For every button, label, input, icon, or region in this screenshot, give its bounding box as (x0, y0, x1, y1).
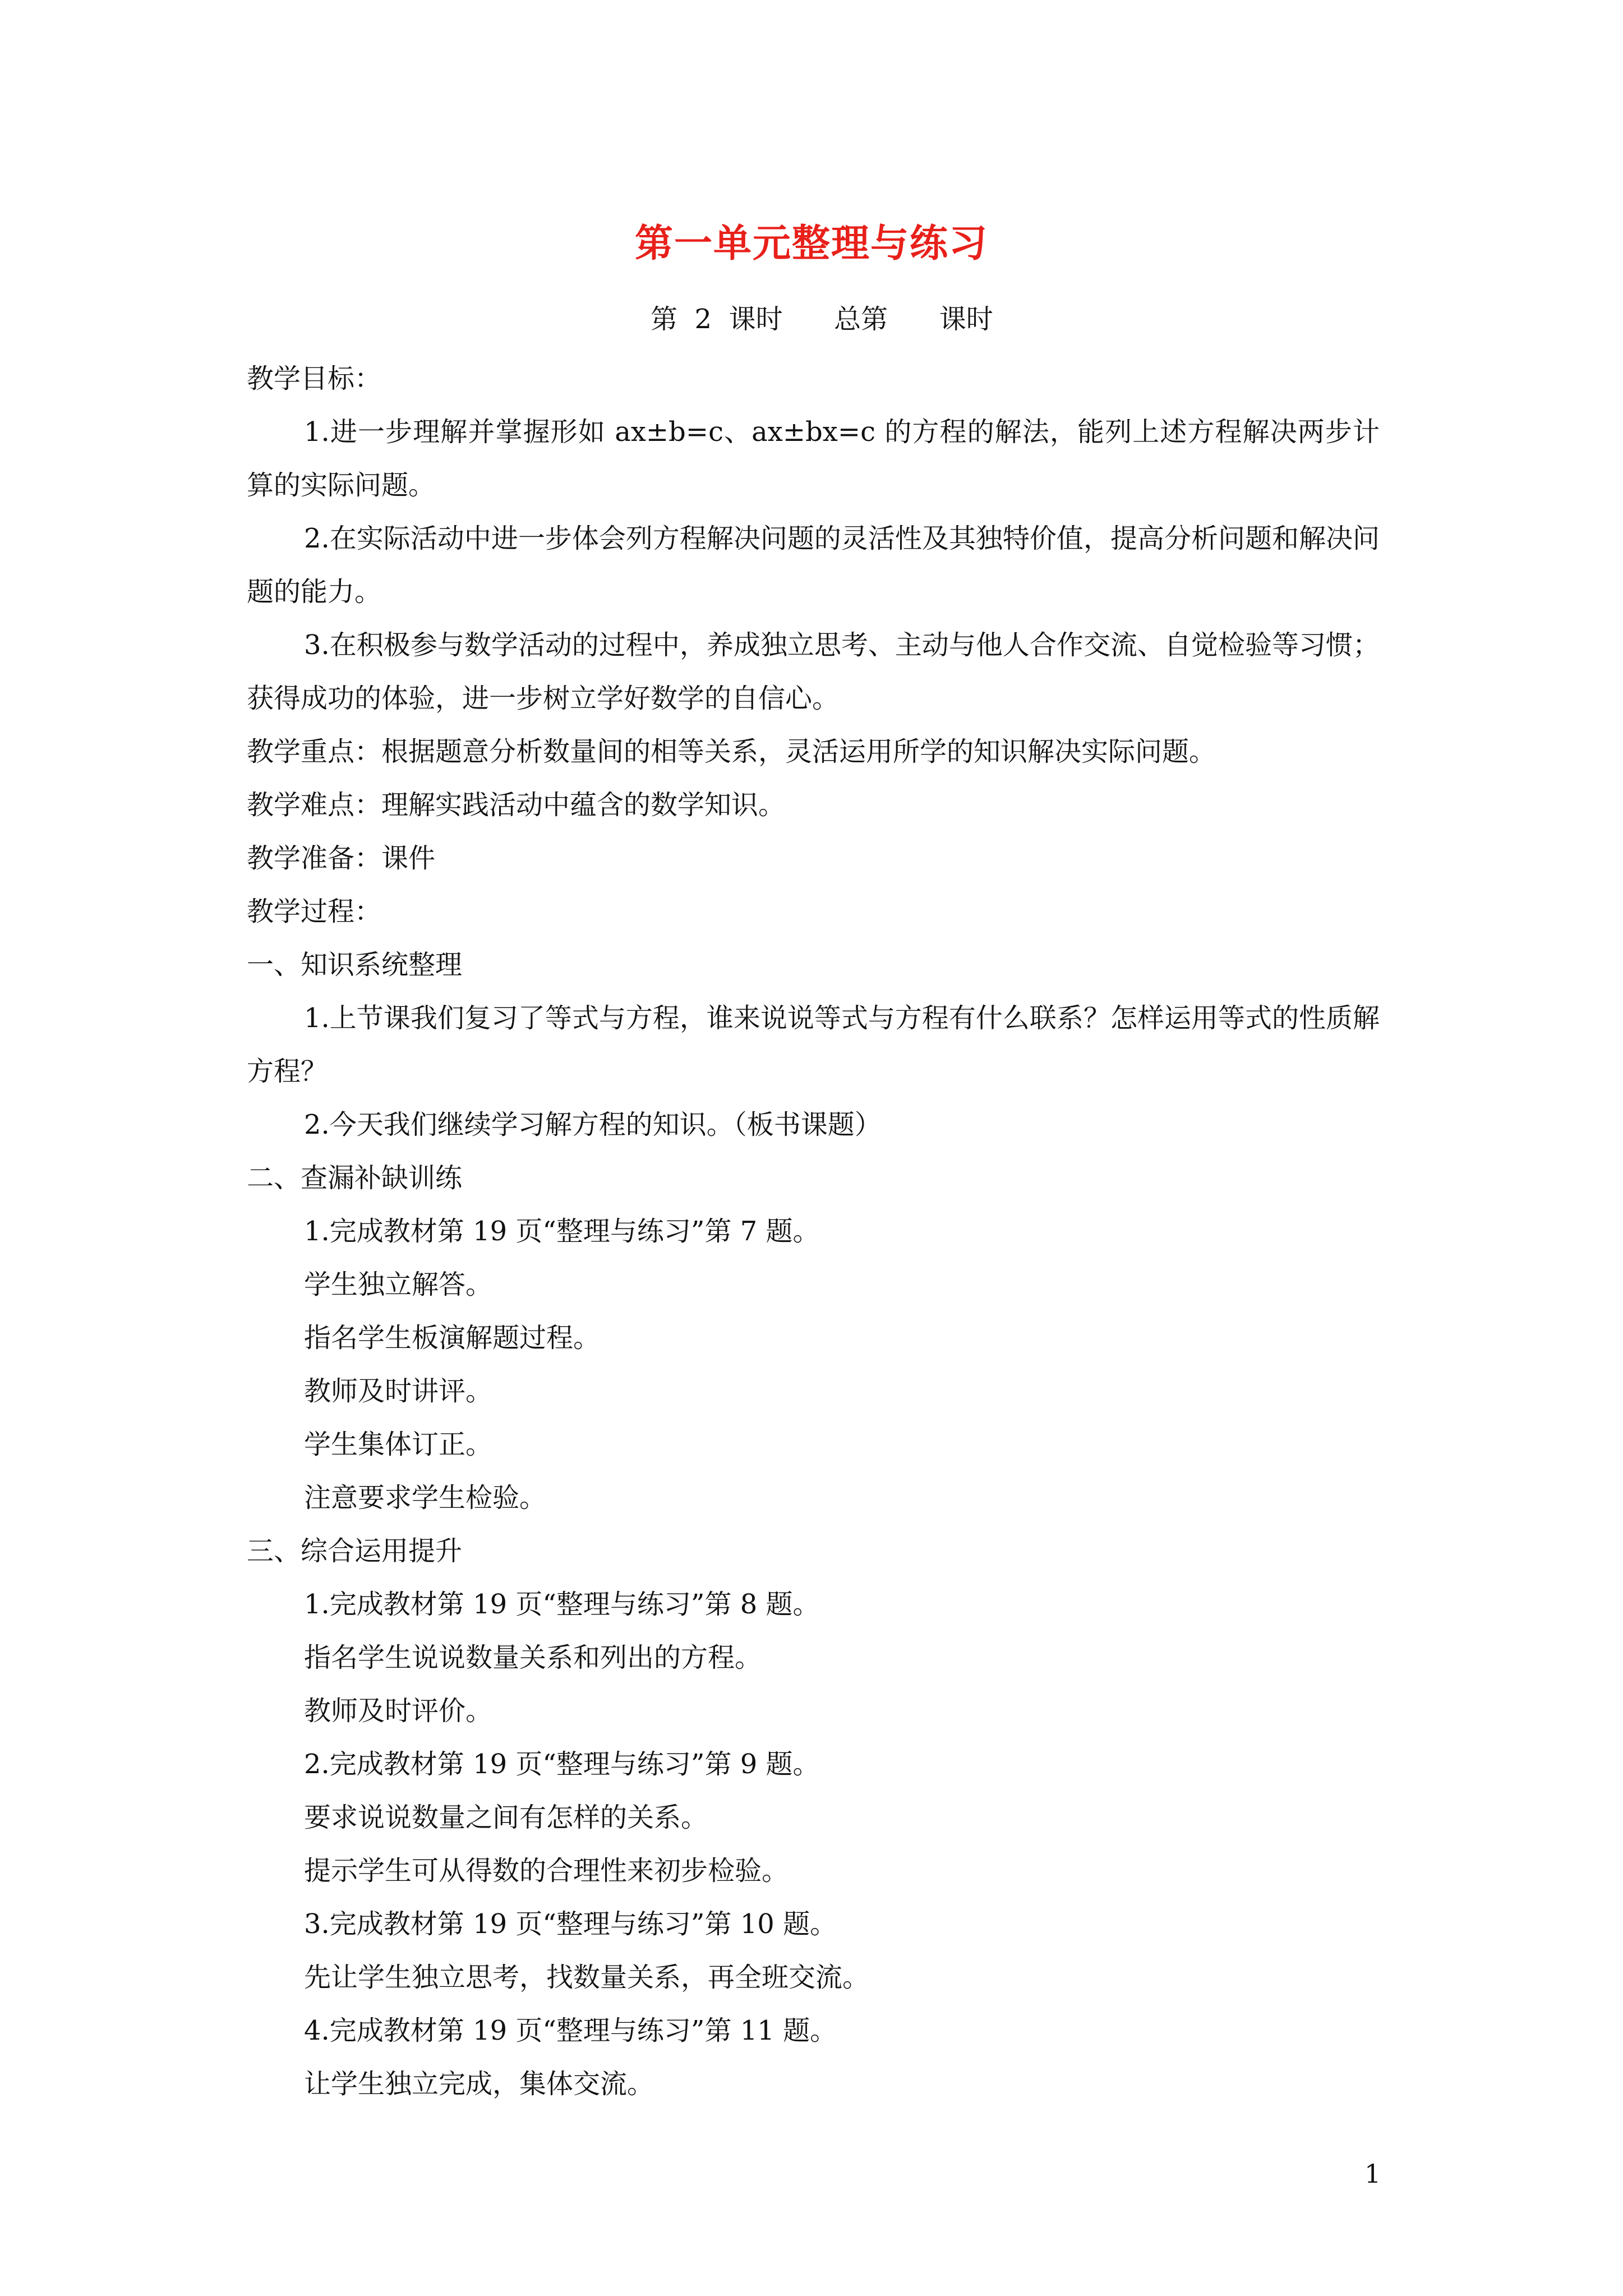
key-point: 教学重点：根据题意分析数量间的相等关系，灵活运用所学的知识解决实际问题。 (247, 736, 1216, 767)
objective-item: 2.在实际活动中进一步体会列方程解决问题的灵活性及其独特价值，提高分析问题和解决问题的能力。 (247, 523, 1380, 608)
section-line: 提示学生可从得数的合理性来初步检验。 (304, 1855, 789, 1887)
lesson-label-1: 第 (651, 303, 678, 335)
section-item: 1.上节课我们复习了等式与方程，谁来说说等式与方程有什么联系？怎样运用等式的性质解方程？ (247, 1002, 1380, 1087)
process-heading: 教学过程： (247, 896, 382, 927)
section-line: 教师及时讲评。 (304, 1375, 493, 1407)
section-line: 2.完成教材第 19 页“整理与练习”第 9 题。 (304, 1749, 820, 1780)
section-heading: 二、查漏补缺训练 (247, 1162, 463, 1194)
objective-item: 3.在积极参与数学活动的过程中，养成独立思考、主动与他人合作交流、自觉检验等习惯；获得成功的体验，进一步树立学好数学的自信心。 (247, 629, 1380, 714)
lesson-label-2: 课时 (728, 303, 783, 335)
section-line: 1.完成教材第 19 页“整理与练习”第 7 题。 (304, 1216, 820, 1247)
section-line: 3.完成教材第 19 页“整理与练习”第 10 题。 (304, 1908, 837, 1940)
objective-item: 1.进一步理解并掌握形如 ax±b=c、ax±bx=c 的方程的解法，能列上述方程解决两步计算的实际问题。 (247, 416, 1380, 501)
section-line: 指名学生板演解题过程。 (304, 1322, 601, 1354)
section-item: 2.今天我们继续学习解方程的知识。（板书课题） (304, 1109, 882, 1140)
lesson-label-3: 总第 (834, 303, 888, 335)
document-body (247, 352, 1380, 2111)
section-line: 学生集体订正。 (304, 1429, 493, 1460)
section-line: 注意要求学生检验。 (304, 1482, 547, 1513)
section-line: 要求说说数量之间有怎样的关系。 (304, 1802, 708, 1833)
preparation: 教学准备：课件 (247, 843, 436, 874)
section-line: 指名学生说说数量关系和列出的方程。 (304, 1642, 762, 1673)
page-number: 1 (1364, 2159, 1381, 2189)
section-line: 让学生独立完成，集体交流。 (304, 2068, 654, 2100)
section-line: 1.完成教材第 19 页“整理与练习”第 8 题。 (304, 1589, 820, 1620)
section-line: 4.完成教材第 19 页“整理与练习”第 11 题。 (304, 2015, 837, 2046)
page-title: 第一单元整理与练习 (634, 222, 988, 266)
section-line: 先让学生独立思考，找数量关系，再全班交流。 (304, 1962, 870, 1993)
lesson-label-4: 课时 (939, 303, 993, 335)
difficulty: 教学难点：理解实践活动中蕴含的数学知识。 (247, 789, 786, 821)
lesson-number: 2 (694, 303, 712, 335)
section-line: 学生独立解答。 (304, 1269, 493, 1300)
section-heading: 三、综合运用提升 (247, 1535, 463, 1567)
lesson-info (651, 297, 993, 336)
section-heading: 一、知识系统整理 (247, 949, 463, 981)
objectives-heading: 教学目标： (247, 363, 382, 394)
section-line: 教师及时评价。 (304, 1695, 493, 1727)
